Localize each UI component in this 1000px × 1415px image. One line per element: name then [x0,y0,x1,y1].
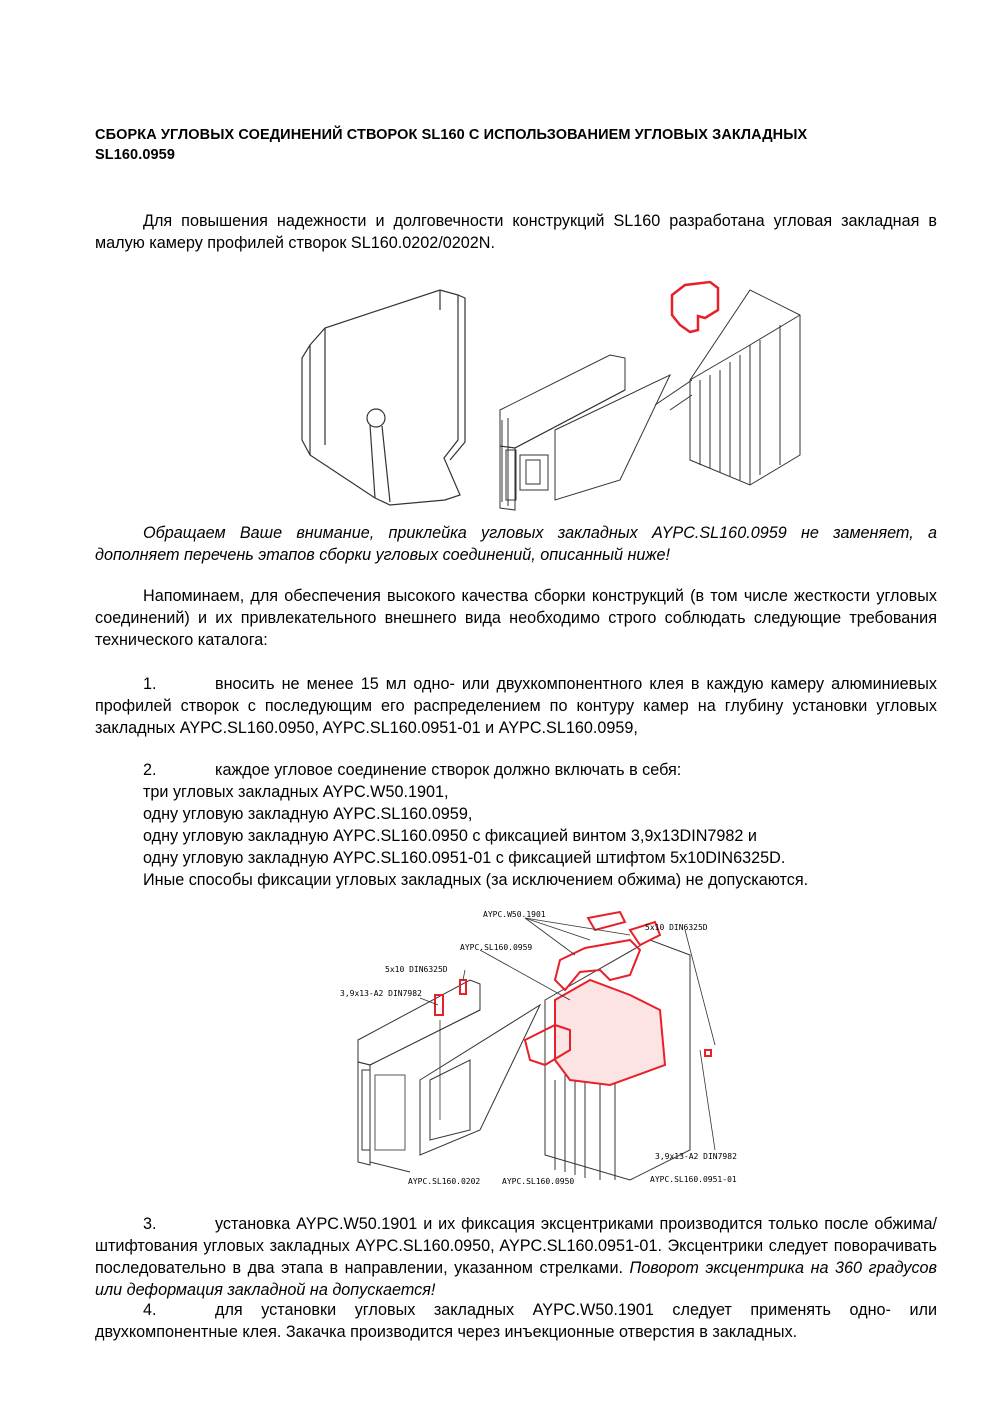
corner-insert-figure [280,270,820,520]
label-w50: AYPC.W50.1901 [483,910,546,919]
label-sl0959: AYPC.SL160.0959 [460,943,533,952]
document-title [95,125,940,165]
list-item-2-line: одну угловую закладную AYPC.SL160.0959, [143,805,473,823]
label-pin-left: 5x10 DIN6325D [385,965,448,974]
list-item-4-text: для установки угловых закладных AYPC.W50.1901 следует применять одно- или двухкомпонентные клея. Закачка производится через инъекционные отверстия в закладных. [95,1301,937,1341]
list-item-2-text: каждое угловое соединение створок должно включать в себя: [215,761,682,779]
title-line-1: СБОРКА УГЛОВЫХ СОЕДИНЕНИЙ СТВОРОК SL160 С ИСПОЛЬЗОВАНИЕМ УГЛОВЫХ ЗАКЛАДНЫХ [95,127,808,143]
list-item-3-text: установка AYPC.W50.1901 и их фиксация эксцентриками производится только после обжима/штифтования угловых закладных AYPC.SL160.0950, AYPC.SL160.0951-01. Эксцентрики следует поворачивать последовательно в два этапа в направлении, указанном стрелками. [95,1215,937,1277]
list-item-2 [95,759,937,781]
list-item-2-line: одну угловую закладную AYPC.SL160.0950 с фиксацией винтом 3,9x13DIN7982 и [143,827,757,845]
left-profile-drawing [358,980,540,1172]
notice-paragraph: Обращаем Ваше внимание, приклейка угловых закладных AYPC.SL160.0959 не заменяет, а дополняет перечень этапов сборки угловых соединений, описанный ниже! [95,524,937,564]
exploded-assembly-figure [330,900,750,1195]
list-item-3-warning: Поворот эксцентрика на 360 градусов или деформация закладной на допускается! [95,1259,937,1299]
label-screw-left: 3,9x13-A2 DIN7982 [340,989,422,998]
corner-insert-drawing [302,290,465,505]
list-item-2-number: 2. [143,761,157,779]
list-item-2-line: одну угловую закладную AYPC.SL160.0951-01 с фиксацией штифтом 5x10DIN6325D. [143,849,786,867]
list-item-4-number: 4. [143,1301,157,1319]
list-item-3 [95,1213,937,1301]
label-sl0202: AYPC.SL160.0202 [408,1177,481,1186]
title-line-2: SL160.0959 [95,147,176,163]
label-sl0951: AYPC.SL160.0951-01 [650,1175,737,1184]
list-item-2-line: Иные способы фиксации угловых закладных (за исключением обжима) не допускаются. [143,871,809,889]
list-item-3-number: 3. [143,1215,157,1233]
list-item-4 [95,1299,937,1343]
label-screw-right: 3,9x13-A2 DIN7982 [655,1152,737,1161]
list-item-1-text: вносить не менее 15 мл одно- или двухкомпонентного клея в каждую камеру алюминиевых профилей створок с последующим его распределением по контуру камер на глубину установки угловых закладных AYPC.SL160.0950, AYPC.SL160.0951-01 и AYPC.SL160.0959, [95,675,937,737]
profile-drawing [500,355,670,510]
label-pin-right: 5x10 DIN6325D [645,923,708,932]
reminder-paragraph: Напоминаем, для обеспечения высокого качества сборки конструкций (в том числе жесткости угловых соединений) и их привлекательного внешнего вида необходимо строго соблюдать следующие требования технического каталога: [95,587,937,649]
list-item-2-line: три угловых закладных AYPC.W50.1901, [143,783,449,801]
label-sl0950: AYPC.SL160.0950 [502,1177,575,1186]
red-insert-highlight [672,282,718,332]
intro-paragraph: Для повышения надежности и долговечности конструкций SL160 разработана угловая закладная в малую камеру профилей створок SL160.0202/0202N. [95,212,937,252]
list-item-1 [95,673,937,739]
list-item-1-number: 1. [143,675,157,693]
